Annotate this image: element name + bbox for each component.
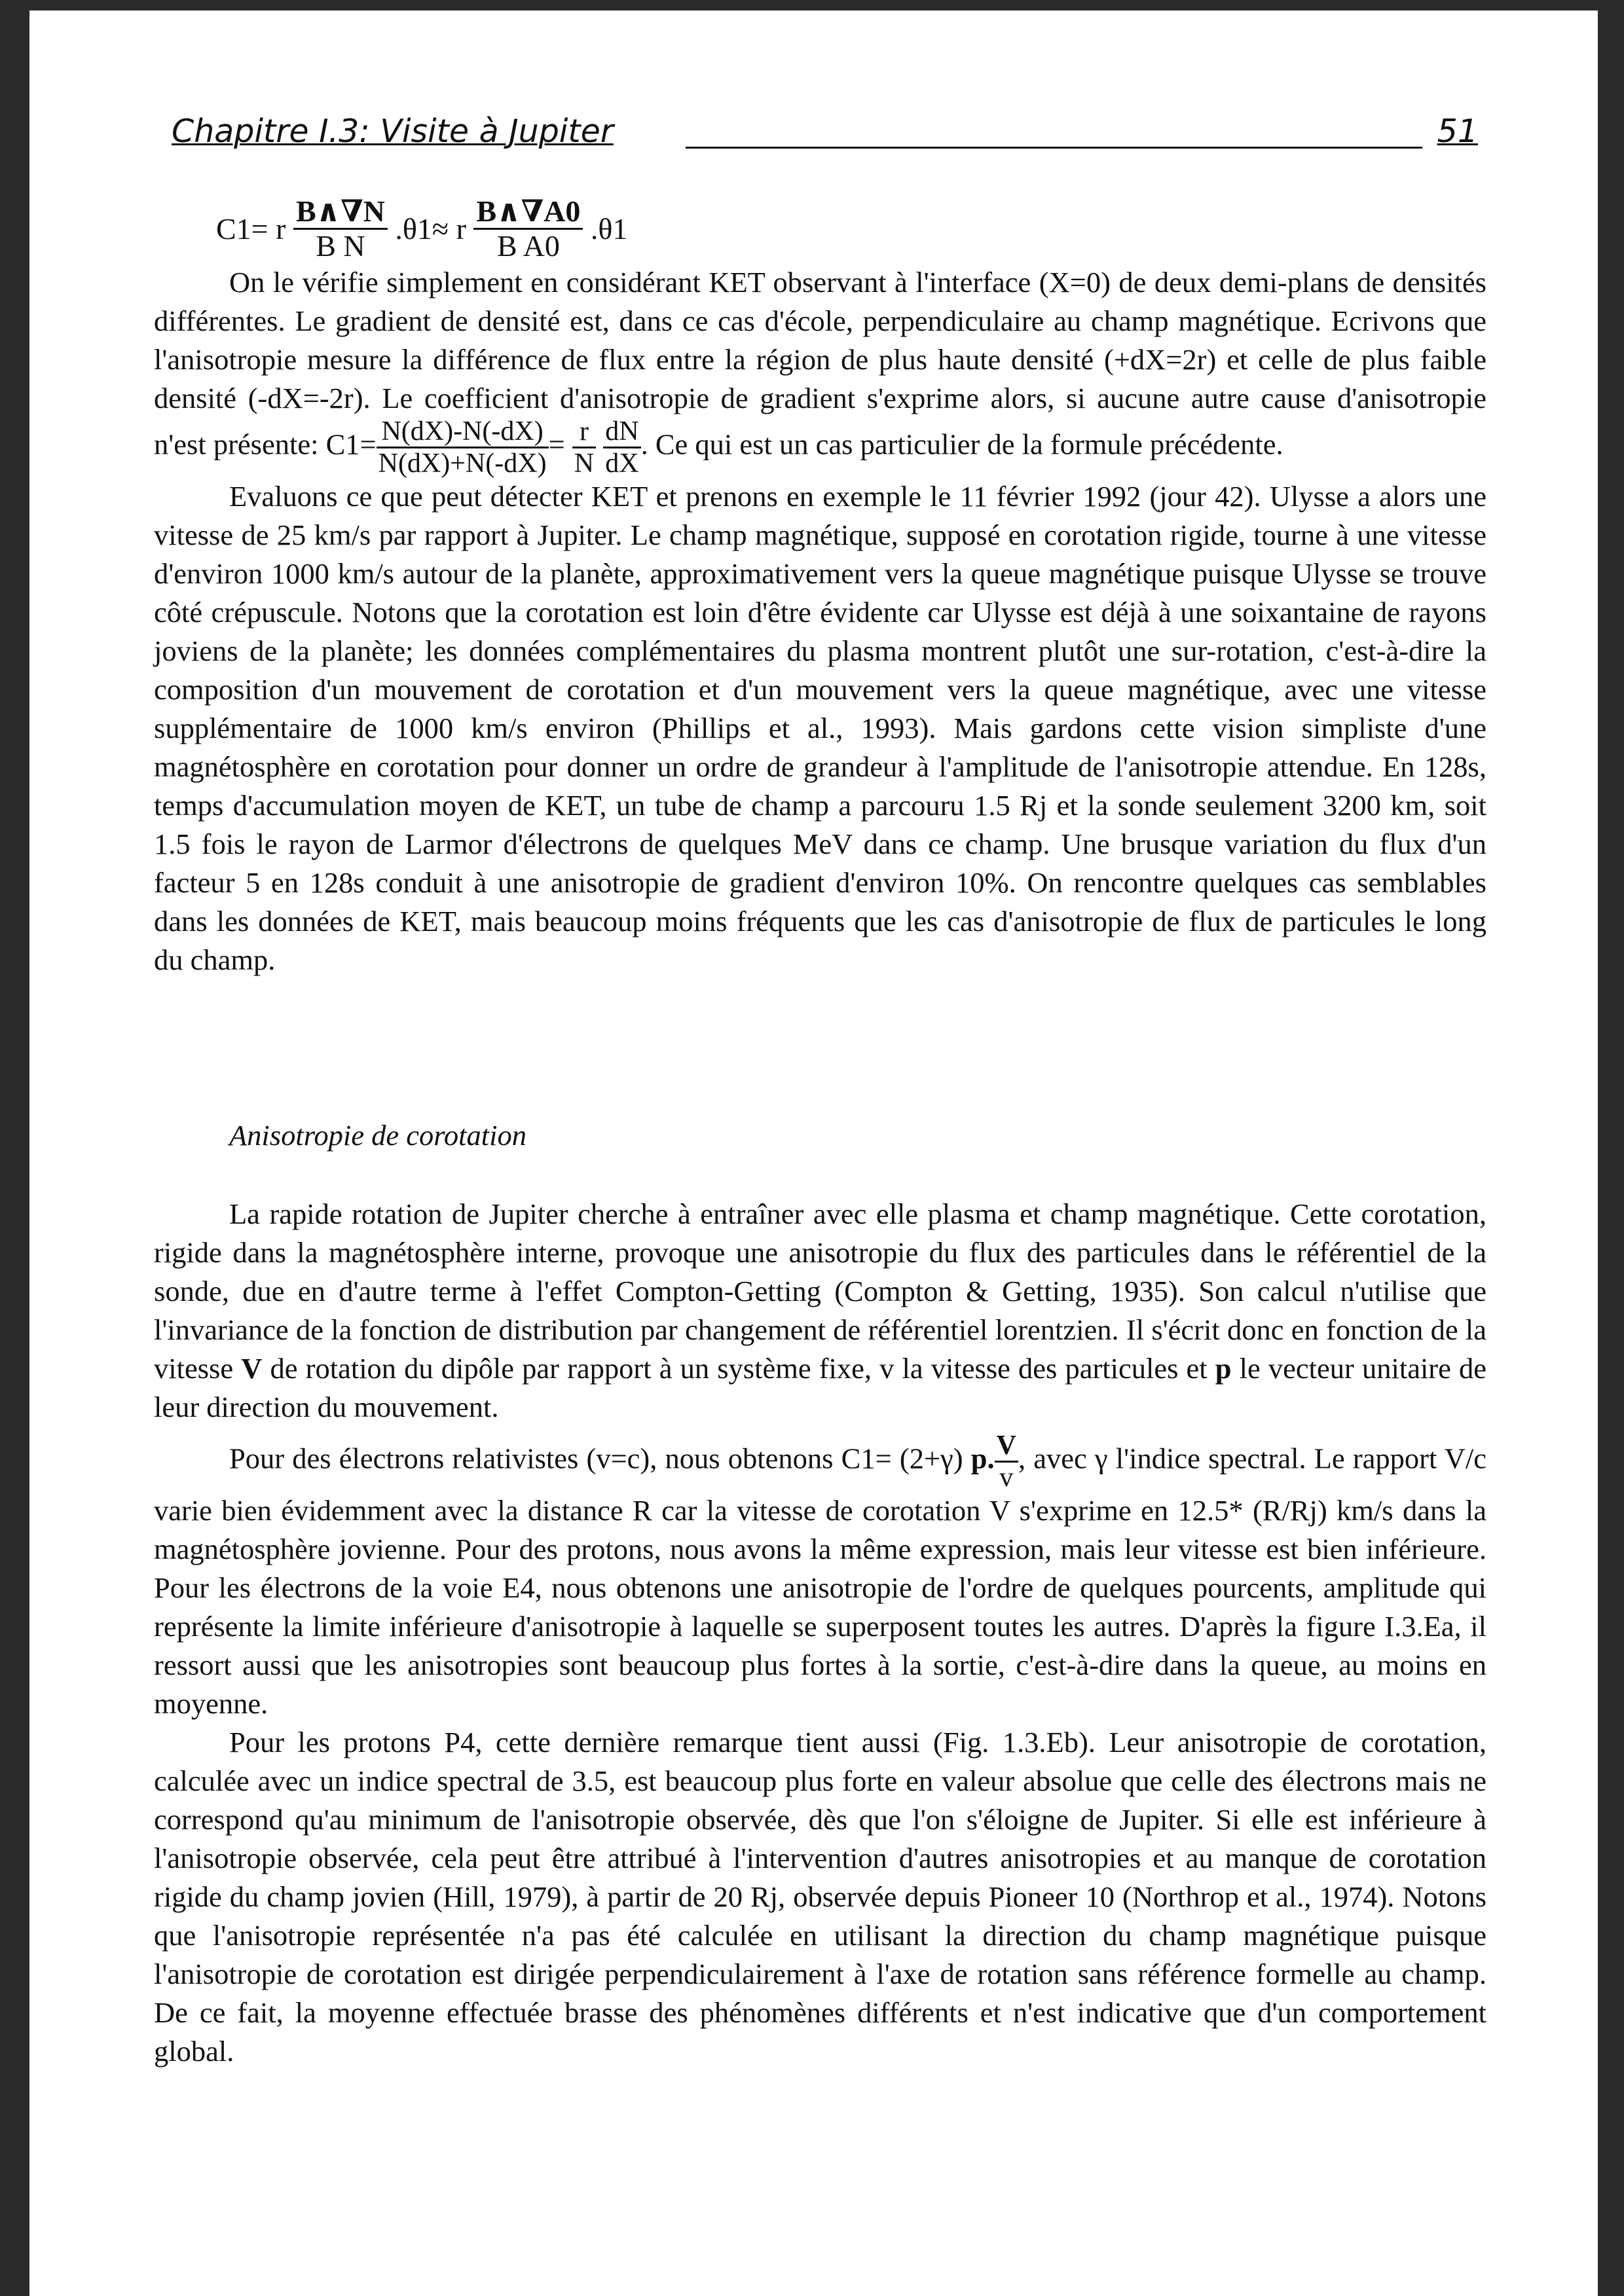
page-header: [172, 111, 1478, 152]
paragraph-text: On le vérifie simplement en considérant KET observant à l'interface (X=0) de deux demi-plans de densités différentes. Le gradient de densité est, dans ce cas d'école, perpendiculaire au champ magnétique. Ecrivons que l'anisotropie mesure la différence de flux entre la région de plus haute densité (+dX=2r) et celle de plus faible densité (-dX=-2r). Le coefficient d'anisotropie de gradient s'exprime alors, si aucune autre cause d'anisotropie n'est présente: C1=: [154, 266, 1486, 461]
page-number: 51: [1437, 113, 1478, 150]
fraction-numerator: V: [996, 1430, 1016, 1461]
fraction-denominator: N: [572, 446, 596, 477]
paragraph-corotation-intro: [154, 1195, 1486, 1427]
fraction-denominator: dX: [603, 446, 640, 477]
body-text-bottom: [154, 1195, 1486, 2071]
inline-fraction-v-over-v: [995, 1432, 1018, 1491]
fraction-denominator: B A0: [473, 228, 583, 261]
body-text-top: [154, 263, 1486, 979]
paragraph-gradient: [154, 263, 1486, 477]
fraction-numerator: N(dX)-N(-dX): [381, 416, 544, 446]
chapter-title: Chapitre I.3: Visite à Jupiter: [172, 113, 614, 150]
formula-fraction-2: [473, 196, 583, 261]
fraction-denominator: B N: [293, 228, 388, 261]
fraction-numerator: B∧∇A0: [476, 194, 581, 228]
paragraph-text: de rotation du dipôle par rapport à un système fixe, v la vitesse des particules et: [262, 1352, 1215, 1385]
fraction-numerator: r: [579, 416, 589, 446]
paragraph-text: . Ce qui est un cas particulier de la formule précédente.: [640, 428, 1283, 461]
equals-sign: =: [548, 428, 565, 461]
fraction-denominator: v: [995, 1461, 1018, 1491]
inline-fraction-r-n: [572, 418, 596, 477]
formula-middle: .θ1≈ r: [395, 211, 466, 246]
formula-c1: [216, 196, 627, 262]
formula-lhs: C1= r: [216, 211, 286, 246]
paragraph-text: La rapide rotation de Jupiter cherche à entraîner avec elle plasma et champ magnétique. Cette corotation, rigide dans la magnétosphère interne, provoque une anisotropie du flux des particules dans le référentiel de la sonde, due en d'autre terme à l'effet Compton-Getting (Compton & Getting, 1935). Son calcul n'utilise que l'invariance de la fonction de distribution par changement de référentiel lorentzien. Il s'écrit donc en fonction de la vitesse: [154, 1197, 1486, 1385]
section-heading: Anisotropie de corotation: [229, 1119, 527, 1152]
formula-fraction-1: [293, 196, 388, 261]
bold-symbol: V: [241, 1352, 263, 1385]
fraction-denominator: N(dX)+N(-dX): [377, 446, 549, 477]
fraction-numerator: B∧∇N: [295, 194, 385, 228]
paragraph-text: le vecteur unitaire de leur direction du mouvement.: [154, 1352, 1487, 1423]
paragraph-text: Pour des électrons relativistes (v=c), nous obtenons C1= (2+γ): [229, 1442, 971, 1475]
inline-fraction-flux: [377, 418, 549, 477]
bold-symbol: p.: [970, 1442, 995, 1475]
paragraph-electrons: [154, 1432, 1486, 1723]
paragraph-protons: Pour les protons P4, cette dernière remarque tient aussi (Fig. 1.3.Eb). Leur anisotropie de corotation, calculée avec un indice spectral de 3.5, est beaucoup plus forte en valeur absolue que celle des électrons mais ne correspond qu'au minimum de l'anisotropie observée, dès que l'on s'éloigne de Jupiter. Si elle est inférieure à l'anisotropie observée, cela peut être attribué à l'intervention d'autres anisotropies et au manque de corotation rigide du champ jovien (Hill, 1979), à partir de 20 Rj, observée depuis Pioneer 10 (Northrop et al., 1974). Notons que l'anisotropie représentée n'a pas été calculée en utilisant la direction du champ magnétique puisque l'anisotropie de corotation est dirigée perpendiculairement à l'axe de rotation sans référence formelle au champ. De ce fait, la moyenne effectuée brasse des phénomènes différents et n'est indicative que d'un comportement global.: [154, 1726, 1486, 2068]
paragraph-ket-example: Evaluons ce que peut détecter KET et prenons en exemple le 11 février 1992 (jour 42). Ulysse a alors une vitesse de 25 km/s par rapport à Jupiter. Le champ magnétique, supposé en corotation rigide, tourne à une vitesse d'environ 1000 km/s autour de la planète, approximativement vers la queue magnétique puisque Ulysse se trouve côté crépuscule. Notons que la corotation est loin d'être évidente car Ulysse est déjà à une soixantaine de rayons joviens de la planète; les données complémentaires du plasma montrent plutôt une sur-rotation, c'est-à-dire la composition d'un mouvement de corotation et d'un mouvement vers la queue magnétique, avec une vitesse supplémentaire de 1000 km/s environ (Phillips et al., 1993). Mais gardons cette vision simpliste d'une magnétosphère en corotation pour donner un ordre de grandeur à l'amplitude de l'anisotropie attendue. En 128s, temps d'accumulation moyen de KET, un tube de champ a parcouru 1.5 Rj et la sonde seulement 3200 km, soit 1.5 fois le rayon de Larmor d'électrons de quelques MeV dans ce champ. Une brusque variation du flux d'un facteur 5 en 128s conduit à une anisotropie de gradient d'environ 10%. On rencontre quelques cas semblables dans les données de KET, mais beaucoup moins fréquents que les cas d'anisotropie de flux de particules le long du champ.: [154, 480, 1486, 976]
bold-symbol: p: [1215, 1352, 1232, 1385]
fraction-numerator: dN: [605, 416, 639, 446]
paragraph-text: , avec γ l'indice spectral. Le rapport V/c varie bien évidemment avec la distance R car la vitesse de corotation V s'exprime en 12.5* (R/Rj) km/s dans la magnétosphère jovienne. Pour des protons, nous avons la même expression, mais leur vitesse est bien inférieure. Pour les électrons de la voie E4, nous obtenons une anisotropie de l'ordre de quelques pourcents, amplitude qui représente la limite inférieure d'anisotropie à laquelle se superposent toutes les autres. D'après la figure I.3.Ea, il ressort aussi que les anisotropies sont beaucoup plus fortes à la sortie, c'est-à-dire dans la queue, au moins en moyenne.: [154, 1442, 1486, 1720]
inline-fraction-dn-dx: [603, 418, 640, 477]
header-rule: [686, 147, 1422, 149]
formula-end: .θ1: [590, 211, 628, 246]
